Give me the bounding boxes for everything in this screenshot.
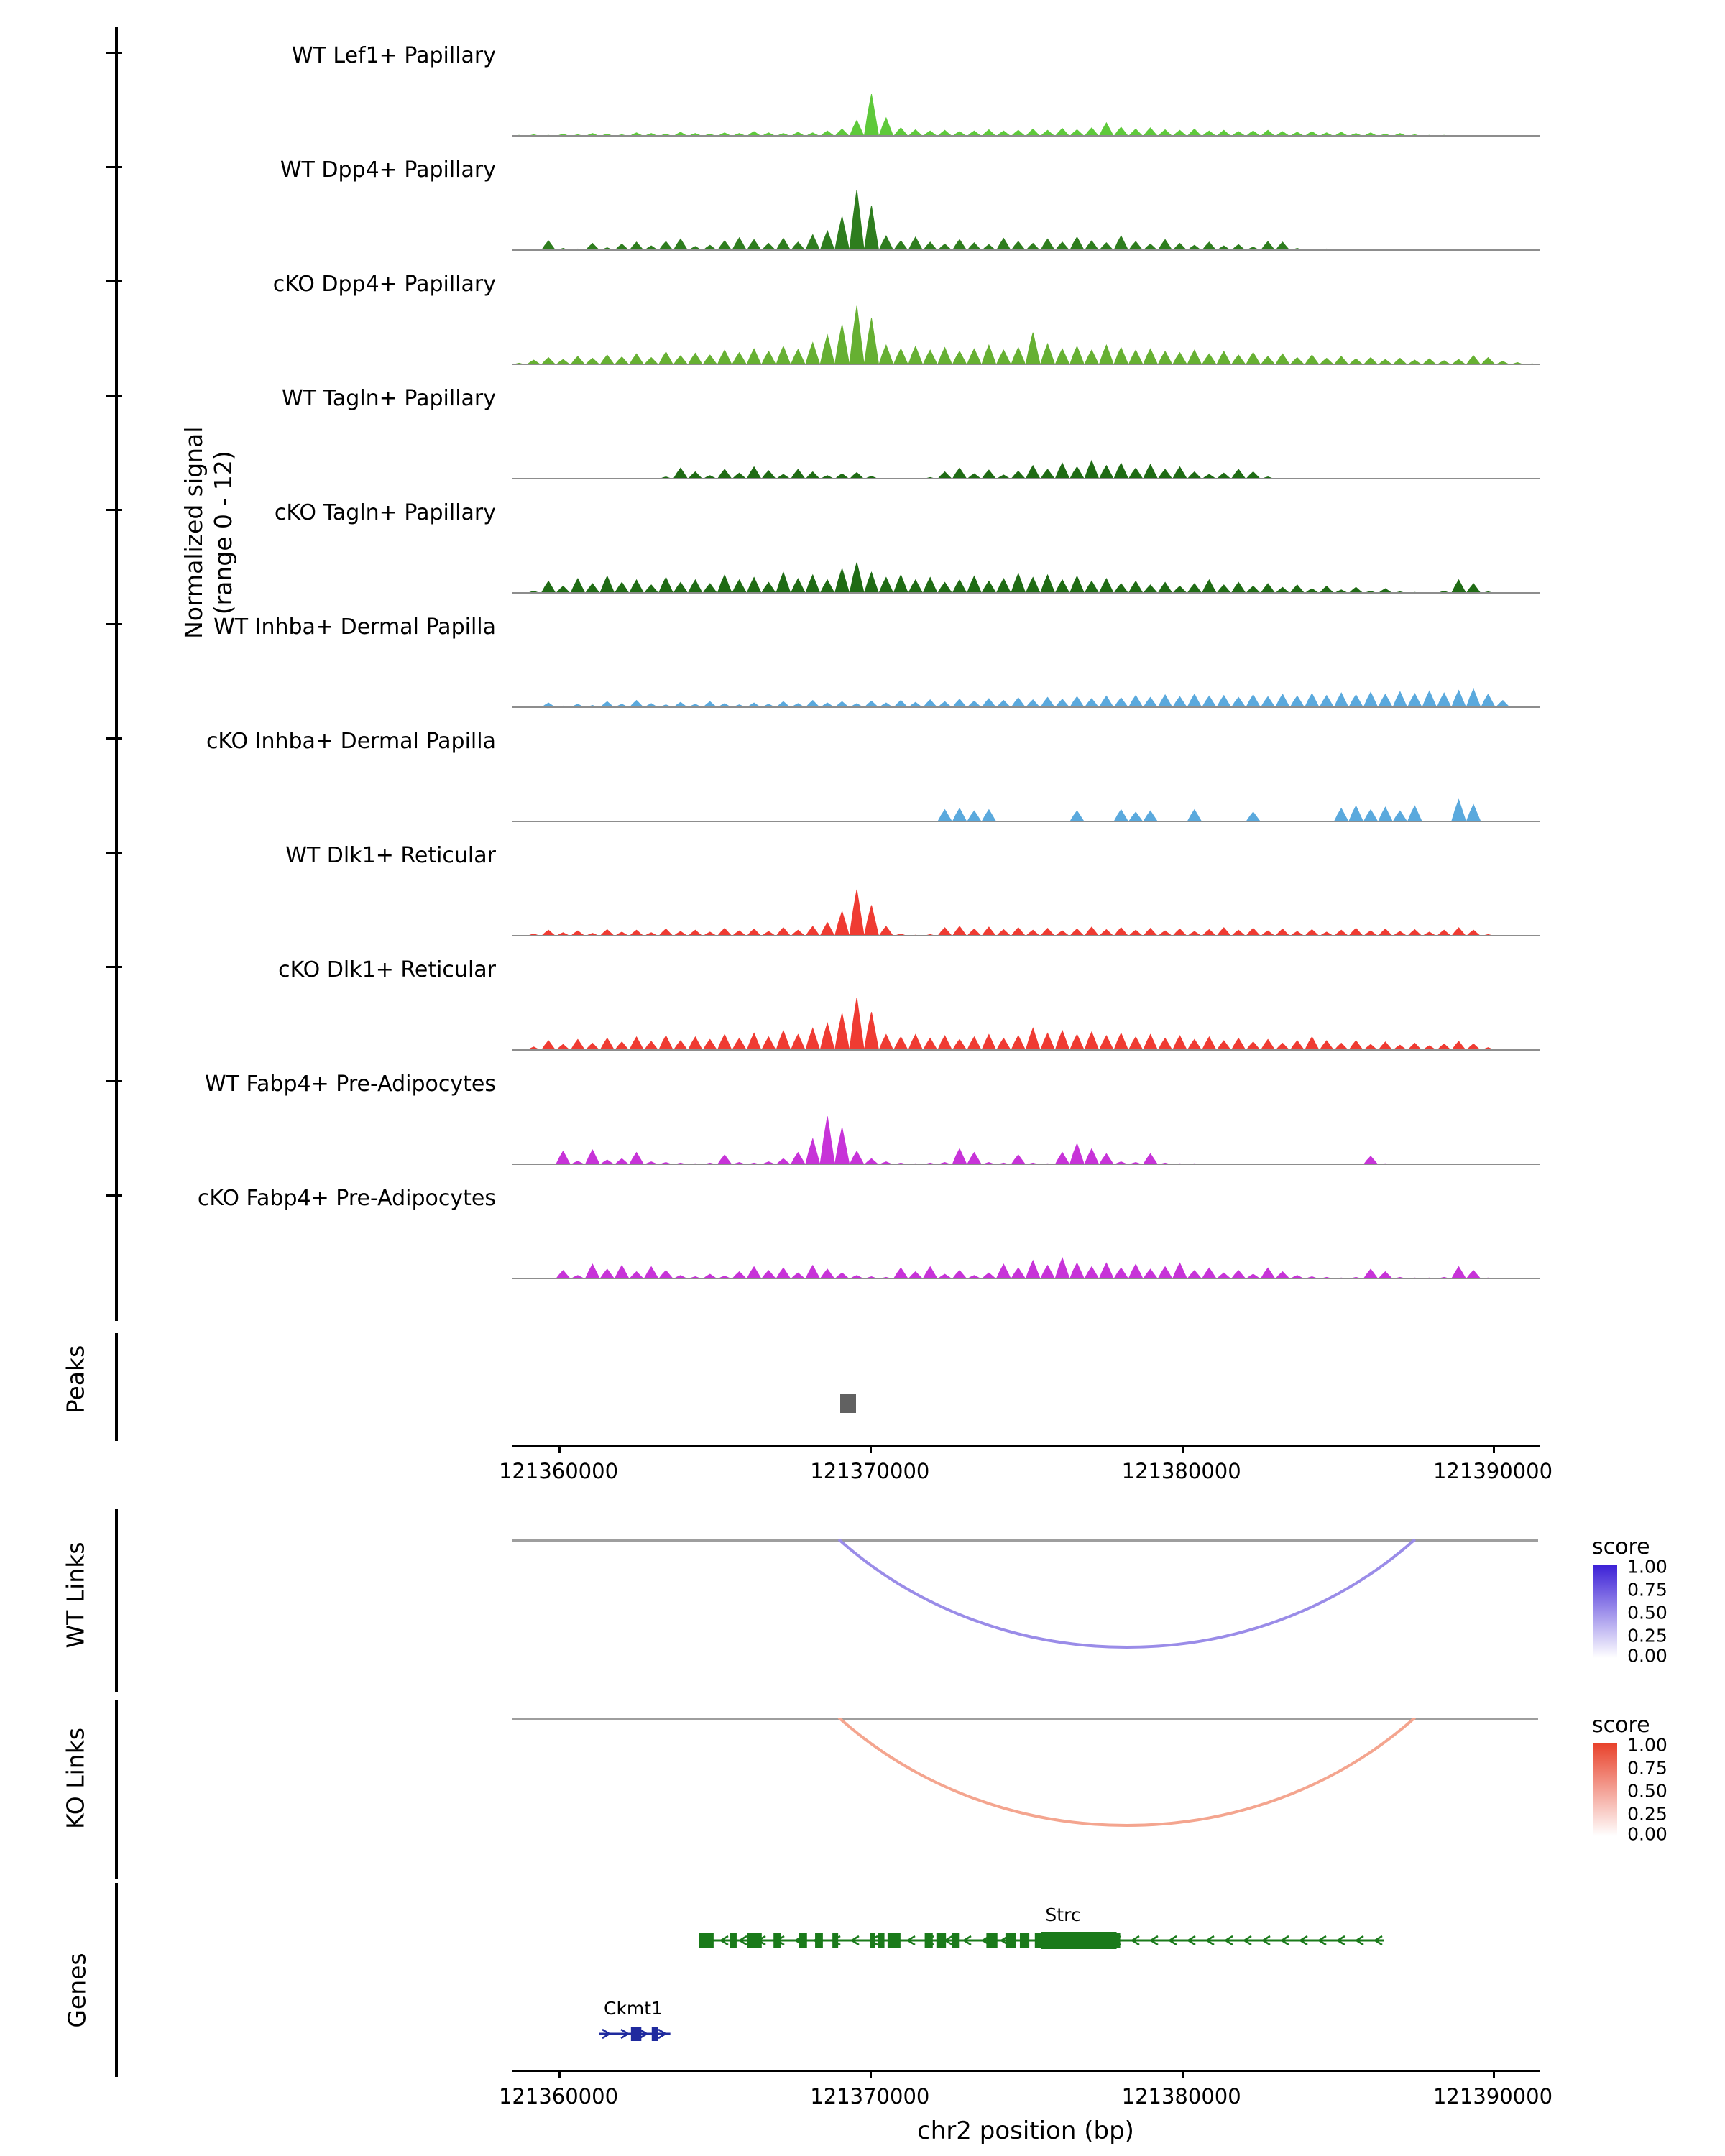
ko-legend-tick-4: 0.00: [1627, 1823, 1668, 1845]
signal-track-plot: [512, 1202, 1540, 1279]
signal-track-label: WT Tagln+ Papillary: [282, 386, 496, 411]
signal-track-baseline: [512, 249, 1540, 251]
position-axis-tick-upper: [870, 1445, 872, 1453]
wt-links-legend: [1592, 1534, 1668, 1667]
signal-track: [0, 43, 1725, 138]
signal-track-plot: [512, 630, 1540, 708]
signal-track: [0, 272, 1725, 367]
ko-links-plot: [512, 1718, 1540, 1869]
ko-links-panel-label: KO Links: [61, 1727, 90, 1830]
signal-track-label: cKO Tagln+ Papillary: [274, 500, 496, 525]
signal-track: [0, 843, 1725, 938]
signal-track: [0, 386, 1725, 481]
signal-track-plot: [512, 173, 1540, 251]
signal-track-label: WT Lef1+ Papillary: [291, 43, 496, 68]
signal-track: [0, 957, 1725, 1052]
position-axis-tick-label-lower: 121370000: [810, 2084, 930, 2109]
ko-links-legend-gradient: [1592, 1742, 1618, 1837]
signal-track-baseline: [512, 935, 1540, 936]
signal-track-label: WT Fabp4+ Pre-Adipocytes: [205, 1072, 496, 1097]
signal-track: [0, 1072, 1725, 1166]
wt-links-legend-title: score: [1592, 1534, 1650, 1560]
signal-track: [0, 1186, 1725, 1281]
signal-track-baseline: [512, 135, 1540, 137]
position-axis-tick-upper: [1182, 1445, 1184, 1453]
position-axis-tick-label-upper: 121360000: [498, 1459, 619, 1483]
signal-track: [0, 157, 1725, 252]
signal-track-baseline: [512, 364, 1540, 365]
signal-track: [0, 614, 1725, 709]
signal-track-label: WT Inhba+ Dermal Papilla: [213, 614, 496, 640]
ko-links-legend: [1592, 1713, 1668, 1845]
position-axis-tick-lower: [558, 2070, 561, 2078]
signal-track-baseline: [512, 592, 1540, 594]
signal-track-label: cKO Inhba+ Dermal Papilla: [206, 729, 496, 754]
signal-track-baseline: [512, 478, 1540, 479]
genes-axis-bracket: [115, 1883, 118, 2077]
gene-label: Strc: [1045, 1904, 1081, 1925]
signal-track-baseline: [512, 1049, 1540, 1051]
signal-track-plot: [512, 287, 1540, 365]
signal-track-plot: [512, 1087, 1540, 1165]
signal-track-baseline: [512, 821, 1540, 822]
signal-track-plot: [512, 745, 1540, 822]
wt-legend-tick-2: 0.50: [1627, 1602, 1668, 1623]
wt-links-legend-gradient: [1592, 1564, 1618, 1659]
position-axis-tick-label-lower: 121390000: [1432, 2084, 1553, 2109]
ko-legend-tick-3: 0.25: [1627, 1803, 1668, 1825]
signal-track-plot: [512, 859, 1540, 936]
position-axis-tick-upper: [558, 1445, 561, 1453]
wt-links-plot: [512, 1539, 1540, 1690]
gene-model: [699, 1926, 1384, 1955]
wt-legend-tick-1: 0.75: [1627, 1579, 1668, 1600]
signal-track-label: cKO Dlk1+ Reticular: [278, 957, 496, 982]
ko-links-legend-title: score: [1592, 1713, 1650, 1738]
signal-track-label: WT Dpp4+ Papillary: [280, 157, 496, 183]
position-axis-tick-label-upper: 121380000: [1121, 1459, 1241, 1483]
wt-legend-tick-0: 1.00: [1627, 1556, 1668, 1577]
position-axis-tick-lower: [1182, 2070, 1184, 2078]
wt-legend-tick-3: 0.25: [1627, 1625, 1668, 1646]
peaks-panel-label: Peaks: [61, 1345, 90, 1414]
signal-track-baseline: [512, 706, 1540, 708]
signal-track-label: WT Dlk1+ Reticular: [285, 843, 496, 868]
wt-legend-tick-4: 0.00: [1627, 1645, 1668, 1667]
signal-track-plot: [512, 973, 1540, 1051]
signal-track: [0, 729, 1725, 824]
signal-axis-label-line1: Normalized signal: [179, 426, 208, 639]
signal-track-plot: [512, 402, 1540, 479]
ko-links-axis-bracket: [115, 1700, 118, 1879]
signal-track-label: cKO Fabp4+ Pre-Adipocytes: [197, 1186, 496, 1211]
signal-track-plot: [512, 59, 1540, 137]
signal-track-baseline: [512, 1278, 1540, 1279]
signal-axis-label-line2: (range 0 - 12): [209, 451, 237, 615]
signal-track-baseline: [512, 1164, 1540, 1165]
ko-legend-tick-2: 0.50: [1627, 1780, 1668, 1802]
position-axis-line-upper: [512, 1445, 1540, 1447]
wt-links-panel-label: WT Links: [61, 1542, 90, 1649]
position-axis-title: chr2 position (bp): [917, 2116, 1134, 2145]
ko-legend-tick-0: 1.00: [1627, 1734, 1668, 1756]
position-axis-tick-lower: [870, 2070, 872, 2078]
position-axis-tick-label-lower: 121360000: [498, 2084, 619, 2109]
peaks-axis-bracket: [115, 1333, 118, 1441]
genes-panel-label: Genes: [63, 1953, 91, 2028]
signal-track: [0, 500, 1725, 595]
gene-model: [599, 2019, 671, 2048]
signal-track-plot: [512, 516, 1540, 594]
position-axis-tick-label-lower: 121380000: [1121, 2084, 1241, 2109]
signal-track-label: cKO Dpp4+ Papillary: [272, 272, 496, 297]
wt-links-axis-bracket: [115, 1509, 118, 1692]
peak-marker: [840, 1394, 856, 1413]
position-axis-tick-upper: [1493, 1445, 1495, 1453]
gene-label: Ckmt1: [604, 1998, 663, 2019]
position-axis-tick-label-upper: 121390000: [1432, 1459, 1553, 1483]
position-axis-tick-label-upper: 121370000: [810, 1459, 930, 1483]
position-axis-tick-lower: [1493, 2070, 1495, 2078]
position-axis-line-lower: [512, 2070, 1540, 2072]
ko-legend-tick-1: 0.75: [1627, 1757, 1668, 1779]
